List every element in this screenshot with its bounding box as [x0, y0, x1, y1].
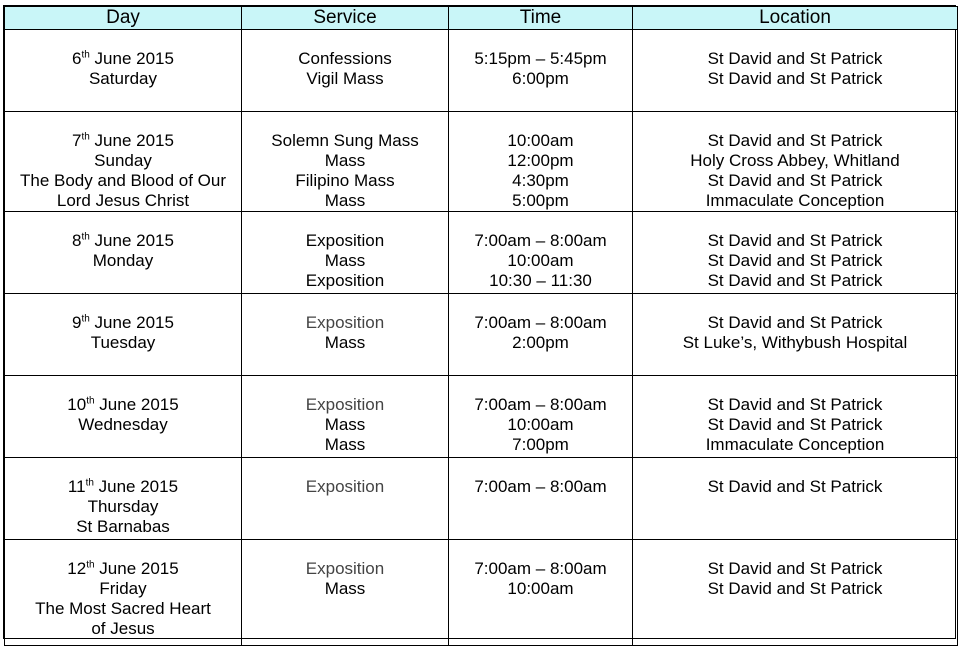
weekday: Monday — [92, 251, 154, 270]
service-location: Holy Cross Abbey, Whitland — [690, 151, 900, 170]
location-cell — [633, 294, 958, 376]
time-cell — [449, 376, 633, 458]
mass-schedule-table — [4, 6, 958, 646]
weekday: Friday — [99, 579, 147, 598]
date-line — [5, 395, 241, 415]
feast-name: The Most Sacred Heart — [35, 599, 211, 618]
day-suffix: th — [81, 131, 90, 143]
day-cell — [5, 540, 242, 646]
header-day: Day — [5, 7, 242, 30]
date-line — [5, 49, 241, 69]
month-year: June 2015 — [89, 231, 174, 250]
weekday: Sunday — [94, 151, 152, 170]
service-name: Exposition — [305, 477, 385, 496]
service-time: 2:00pm — [512, 333, 569, 352]
location-cell — [633, 540, 958, 646]
service-location: St David and St Patrick — [707, 171, 883, 190]
day-suffix: th — [86, 559, 95, 571]
service-name: Mass — [324, 579, 366, 598]
feast-name: The Body and Blood of Our — [19, 171, 227, 190]
table-row — [5, 294, 958, 376]
date-line — [5, 231, 241, 251]
service-time: 10:00am — [507, 131, 574, 150]
day-number: 8 — [72, 231, 82, 250]
service-time: 6:00pm — [512, 69, 569, 88]
service-name: Mass — [324, 435, 366, 454]
time-cell — [449, 212, 633, 294]
service-time: 5:00pm — [512, 191, 569, 210]
month-year: June 2015 — [89, 49, 174, 68]
date-line — [5, 131, 241, 151]
day-cell — [5, 30, 242, 112]
service-location: St David and St Patrick — [707, 579, 883, 598]
service-time: 4:30pm — [512, 171, 569, 190]
day-number: 9 — [72, 313, 82, 332]
service-location: St David and St Patrick — [707, 477, 883, 496]
service-location: St David and St Patrick — [707, 69, 883, 88]
month-year: June 2015 — [94, 559, 179, 578]
service-name: Vigil Mass — [306, 69, 384, 88]
service-name: Exposition — [305, 231, 385, 250]
service-location: St David and St Patrick — [707, 231, 883, 250]
weekday: Tuesday — [90, 333, 156, 352]
service-time: 10:00am — [507, 579, 574, 598]
service-name: Exposition — [305, 559, 385, 578]
location-cell — [633, 376, 958, 458]
header-row — [5, 7, 958, 30]
table-row — [5, 30, 958, 112]
service-name: Mass — [324, 415, 366, 434]
service-location: St David and St Patrick — [707, 271, 883, 290]
time-cell — [449, 540, 633, 646]
day-suffix: th — [81, 49, 90, 61]
header-location: Location — [633, 7, 958, 30]
table-row — [5, 112, 958, 212]
table-row — [5, 212, 958, 294]
day-suffix: th — [85, 477, 94, 489]
feast-name: St Barnabas — [76, 517, 170, 536]
day-cell — [5, 376, 242, 458]
service-time: 7:00am – 8:00am — [474, 477, 607, 496]
month-year: June 2015 — [89, 131, 174, 150]
service-location: St David and St Patrick — [707, 559, 883, 578]
time-cell — [449, 30, 633, 112]
day-suffix: th — [86, 395, 95, 407]
service-cell — [242, 212, 449, 294]
month-year: June 2015 — [94, 395, 179, 414]
day-cell — [5, 458, 242, 540]
service-location: St Luke’s, Withybush Hospital — [682, 333, 908, 352]
location-cell — [633, 458, 958, 540]
service-cell — [242, 30, 449, 112]
service-name: Confessions — [298, 49, 392, 68]
service-cell — [242, 458, 449, 540]
location-cell — [633, 30, 958, 112]
service-location: St David and St Patrick — [707, 49, 883, 68]
header-service: Service — [242, 7, 449, 30]
service-name: Exposition — [305, 271, 385, 290]
service-name: Mass — [324, 191, 366, 210]
service-time: 12:00pm — [507, 151, 574, 170]
header-time: Time — [449, 7, 633, 30]
day-suffix: th — [81, 231, 90, 243]
date-line — [5, 477, 241, 497]
day-number: 7 — [72, 131, 82, 150]
service-location: St David and St Patrick — [707, 251, 883, 270]
service-location: Immaculate Conception — [705, 435, 885, 454]
service-time: 5:15pm – 5:45pm — [474, 49, 607, 68]
month-year: June 2015 — [93, 477, 179, 496]
day-number: 11 — [67, 477, 86, 496]
service-location: St David and St Patrick — [707, 415, 883, 434]
month-year: June 2015 — [89, 313, 174, 332]
day-suffix: th — [81, 313, 90, 325]
weekday: Saturday — [88, 69, 158, 88]
service-time: 7:00am – 8:00am — [474, 559, 607, 578]
service-name: Filipino Mass — [295, 171, 395, 190]
feast-name: Lord Jesus Christ — [56, 191, 190, 210]
service-location: Immaculate Conception — [705, 191, 885, 210]
service-time: 7:00am – 8:00am — [474, 231, 607, 250]
weekday: Wednesday — [78, 415, 168, 434]
service-location: St David and St Patrick — [707, 313, 883, 332]
service-name: Mass — [324, 333, 366, 352]
day-cell — [5, 112, 242, 212]
service-name: Mass — [324, 251, 366, 270]
service-time: 10:00am — [507, 415, 574, 434]
date-line — [5, 559, 241, 579]
service-name: Exposition — [305, 313, 385, 332]
service-time: 7:00am – 8:00am — [474, 395, 607, 414]
time-cell — [449, 294, 633, 376]
table-row — [5, 540, 958, 646]
day-cell — [5, 212, 242, 294]
schedule-sheet — [3, 5, 956, 639]
service-time: 10:00am — [507, 251, 574, 270]
location-cell — [633, 212, 958, 294]
day-number: 10 — [67, 395, 87, 414]
service-cell — [242, 112, 449, 212]
time-cell — [449, 458, 633, 540]
location-cell — [633, 112, 958, 212]
service-time: 10:30 – 11:30 — [489, 271, 592, 290]
service-location: St David and St Patrick — [707, 395, 883, 414]
service-name: Exposition — [305, 395, 385, 414]
table-row — [5, 458, 958, 540]
day-number: 12 — [67, 559, 87, 578]
day-cell — [5, 294, 242, 376]
service-time: 7:00pm — [512, 435, 569, 454]
service-time: 7:00am – 8:00am — [474, 313, 607, 332]
service-cell — [242, 294, 449, 376]
service-name: Mass — [324, 151, 366, 170]
service-location: St David and St Patrick — [707, 131, 883, 150]
weekday: Thursday — [87, 497, 159, 516]
service-name: Solemn Sung Mass — [271, 131, 419, 150]
service-cell — [242, 540, 449, 646]
feast-name: of Jesus — [91, 619, 155, 638]
table-row — [5, 376, 958, 458]
time-cell — [449, 112, 633, 212]
day-number: 6 — [72, 49, 82, 68]
service-cell — [242, 376, 449, 458]
date-line — [5, 313, 241, 333]
